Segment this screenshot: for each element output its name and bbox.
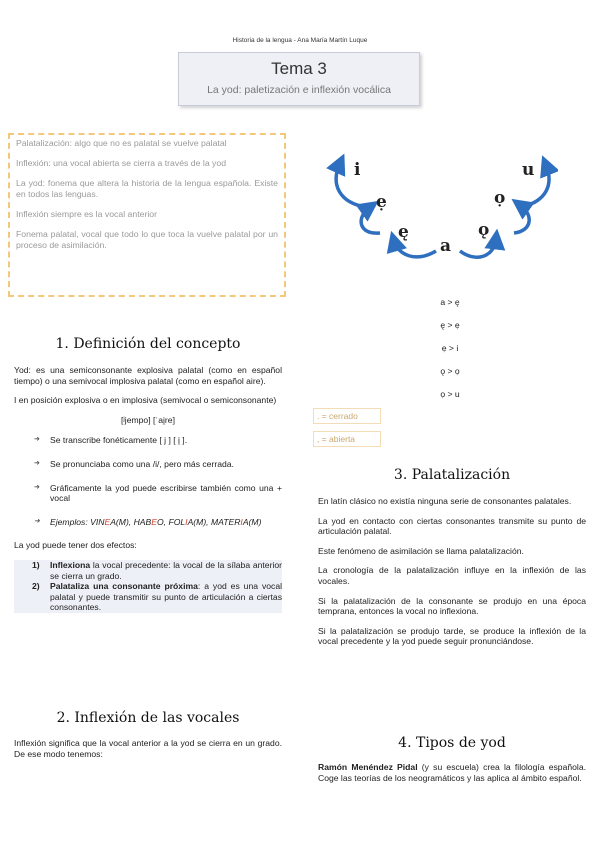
arrow-a-to-open-e	[394, 241, 436, 257]
paragraph: Yod: es una semiconsonante explosiva palatal (como en español tiempo) o una semivocal implosiva palatal (como en español aire).	[14, 365, 282, 386]
paragraph: Inflexión significa que la vocal anterior a la yod se cierra en un grado. De ese modo tenemos:	[14, 738, 282, 759]
summary-item: Palatalización: algo que no es palatal se vuelve palatal	[16, 138, 227, 148]
change-row: ǫ > ọ	[440, 366, 460, 376]
bullet-item-examples: ➜ Ejemplos: VINEA(M), HABEO, FOLIA(M), MATERIA(M)	[34, 516, 262, 527]
summary-box	[8, 133, 286, 297]
paragraph: En latín clásico no existía ninguna serie de consonantes palatales.	[318, 496, 572, 506]
bullet-item: ➜ Se transcribe fonéticamente [ j ] [ i̯ ].	[34, 435, 188, 446]
vowel-open-o: ǫ	[478, 220, 490, 240]
arrow-a-to-open-o	[460, 239, 496, 257]
legend-closed: . = cerrado	[313, 408, 381, 424]
vowel-close-o: ọ	[494, 188, 506, 208]
paragraph: Si la palatalización se produjo tarde, se produce la inflexión de la vocal precedente y la yod puede seguir pronunciándose.	[318, 625, 586, 647]
legend-open: , = abierta	[313, 431, 381, 447]
bullet-item: ➜ Se pronunciaba como una /i/, pero más cerrada.	[34, 458, 234, 469]
vowel-u: u	[522, 160, 535, 180]
document-header: Historia de la lengua - Ana María Martín Luque	[232, 37, 368, 44]
arrow-bullet-icon: ➜	[34, 436, 40, 444]
paragraph: La yod en contacto con ciertas consonantes transmite su punto de articulación palatal.	[318, 515, 586, 537]
title-box	[178, 52, 420, 106]
summary-item: Inflexión siempre es la vocal anterior	[16, 209, 157, 219]
change-row: ę > ẹ	[440, 320, 460, 330]
phonetic-example: [ʲjempo] [ˈai̯re]	[121, 414, 175, 425]
vowel-a: a	[440, 236, 452, 256]
bullet-item: ➜ Gráficamente la yod puede escribirse también como una + vocal	[34, 482, 282, 504]
arrow-open-o-to-o	[514, 205, 529, 233]
paragraph: I en posición explosiva o en implosiva (semivocal o semiconsonante)	[14, 395, 277, 406]
vowel-close-e: ẹ	[376, 192, 387, 212]
section2-heading: 2. Inflexión de las vocales	[56, 710, 240, 726]
change-row: a > ę	[440, 297, 460, 307]
section4-heading: 4. Tipos de yod	[398, 735, 506, 751]
arrow-bullet-icon: ➜	[34, 483, 40, 491]
paragraph: Si la palatalización de la consonante se produjo en una época temprana, entonces la vocal no inflexiona.	[318, 595, 586, 617]
page-title: Tema 3	[271, 59, 327, 78]
summary-item: Inflexión: una vocal abierta se cierra a través de la yod	[16, 158, 227, 168]
section2-body	[14, 738, 282, 768]
summary-item: La yod: fonema que altera la historia de la lengua española. Existe en todos las lenguas.	[16, 178, 278, 199]
arrow-e-to-i	[336, 163, 366, 207]
effect-item: 1) Inflexiona la vocal precedente: la vocal de la sílaba anterior se cierra un grado.	[14, 560, 282, 581]
change-row: ọ > u	[440, 389, 460, 399]
section4-body	[318, 762, 586, 792]
vowel-inflection-diagram	[318, 145, 558, 265]
effect-item: 2) Palataliza una consonante próxima: a yod es una vocal palatal y puede transmitir su punto de articulación a ciertas consonantes.	[14, 581, 282, 613]
paragraph: Ramón Menéndez Pidal (y su escuela) crea la filología española. Coge las teorías de los neogramáticos y las aplica al ámbito español.	[318, 762, 587, 783]
section1-body	[14, 365, 282, 613]
section3-body	[318, 496, 586, 656]
section1-heading: 1. Definición del concepto	[55, 336, 241, 352]
section3-heading: 3. Palatalización	[393, 467, 511, 483]
effects-intro: La yod puede tener dos efectos:	[14, 540, 137, 551]
page-subtitle: La yod: paletización e inflexión vocálica	[207, 84, 391, 96]
arrow-bullet-icon: ➜	[34, 517, 40, 525]
arrow-bullet-icon: ➜	[34, 459, 40, 467]
paragraph: Este fenómeno de asimilación se llama palatalización.	[318, 545, 524, 556]
summary-item: Fonema palatal, vocal que todo lo que toca la vuelve palatal por un proceso de asimilación.	[16, 229, 278, 250]
paragraph: La cronología de la palatalización influye en la inflexión de las vocales.	[318, 565, 586, 586]
change-row: ẹ > i	[441, 343, 459, 353]
vowel-open-e: ę	[398, 222, 409, 242]
vowel-i: i	[354, 160, 361, 180]
